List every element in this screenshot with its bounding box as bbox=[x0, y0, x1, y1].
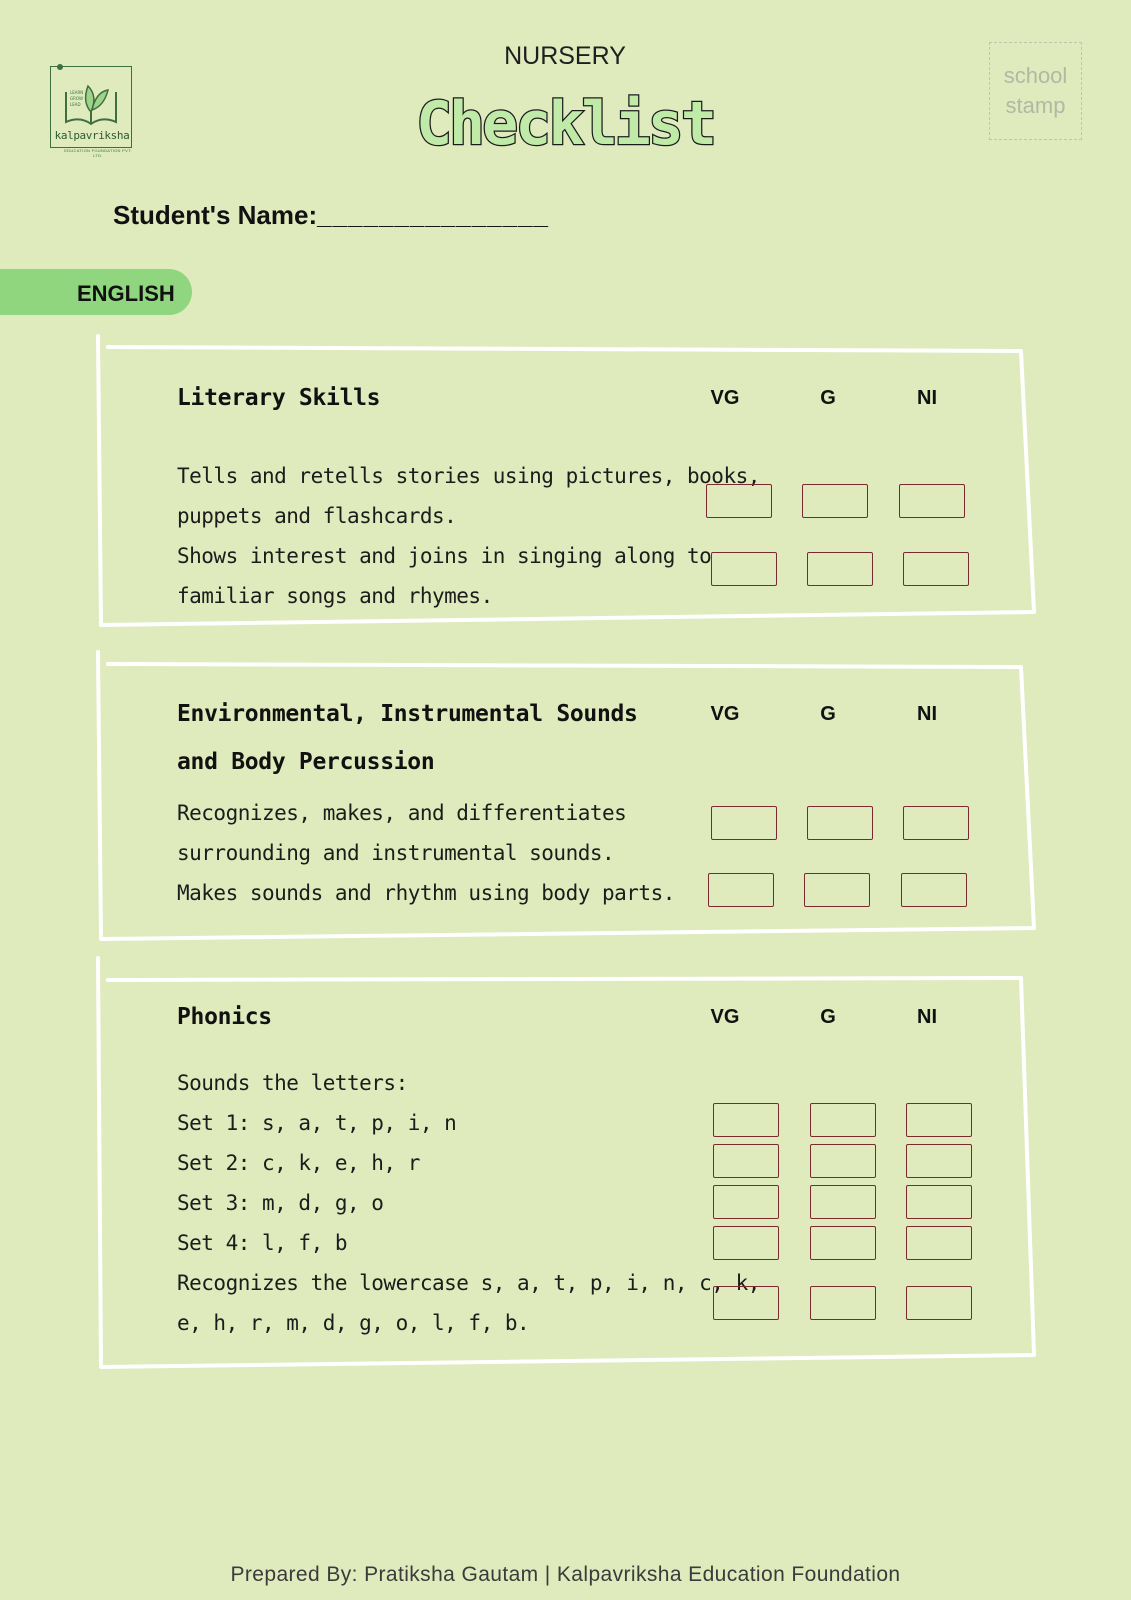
section-2-item: Makes sounds and rhythm using body parts. bbox=[177, 881, 675, 905]
section-3-item: Sounds the letters: bbox=[177, 1071, 408, 1095]
s3-set4-vg-checkbox[interactable] bbox=[713, 1226, 779, 1260]
s1-r1-vg-checkbox[interactable] bbox=[706, 484, 772, 518]
book-leaf-icon bbox=[62, 72, 120, 128]
s1-r2-vg-checkbox[interactable] bbox=[711, 552, 777, 586]
section-2-col-ni: NI bbox=[917, 703, 937, 725]
section-1-item: puppets and flashcards. bbox=[177, 504, 457, 528]
s3-set2-vg-checkbox[interactable] bbox=[713, 1144, 779, 1178]
svg-text:GROW: GROW bbox=[70, 96, 83, 101]
s3-set2-g-checkbox[interactable] bbox=[810, 1144, 876, 1178]
s2-r1-ni-checkbox[interactable] bbox=[903, 806, 969, 840]
s3-set2-ni-checkbox[interactable] bbox=[906, 1144, 972, 1178]
s3-lowercase-g-checkbox[interactable] bbox=[810, 1286, 876, 1320]
student-name-blank[interactable]: _______________ bbox=[317, 200, 550, 230]
logo bbox=[50, 64, 134, 158]
s3-lowercase-vg-checkbox[interactable] bbox=[713, 1286, 779, 1320]
section-3-item: e, h, r, m, d, g, o, l, f, b. bbox=[177, 1311, 530, 1335]
section-3-item: Set 1: s, a, t, p, i, n bbox=[177, 1111, 457, 1135]
section-3-item: Set 3: m, d, g, o bbox=[177, 1191, 384, 1215]
s3-set4-ni-checkbox[interactable] bbox=[906, 1226, 972, 1260]
s3-set3-ni-checkbox[interactable] bbox=[906, 1185, 972, 1219]
svg-text:Checklist: Checklist bbox=[415, 89, 715, 159]
s1-r2-ni-checkbox[interactable] bbox=[903, 552, 969, 586]
stamp-line-1: school bbox=[1003, 63, 1068, 88]
subject-pill bbox=[0, 269, 192, 315]
s3-set1-ni-checkbox[interactable] bbox=[906, 1103, 972, 1137]
s1-r2-g-checkbox[interactable] bbox=[807, 552, 873, 586]
s3-set1-vg-checkbox[interactable] bbox=[713, 1103, 779, 1137]
s3-set1-g-checkbox[interactable] bbox=[810, 1103, 876, 1137]
section-2-item: Recognizes, makes, and differentiates bbox=[177, 801, 627, 825]
logo-subtitle: EDUCATION FOUNDATION PVT. LTD. bbox=[64, 148, 132, 158]
section-1-item: Shows interest and joins in singing along to bbox=[177, 544, 712, 568]
s1-r1-ni-checkbox[interactable] bbox=[899, 484, 965, 518]
grade-label: NURSERY bbox=[504, 42, 626, 70]
s3-set4-g-checkbox[interactable] bbox=[810, 1226, 876, 1260]
s2-r2-g-checkbox[interactable] bbox=[804, 873, 870, 907]
s2-r1-vg-checkbox[interactable] bbox=[711, 806, 777, 840]
section-3-item: Set 4: l, f, b bbox=[177, 1231, 348, 1255]
stamp-line-2: stamp bbox=[1005, 93, 1066, 118]
s3-set3-g-checkbox[interactable] bbox=[810, 1185, 876, 1219]
footer-credit: Prepared By: Pratiksha Gautam | Kalpavriksha Education Foundation bbox=[230, 1563, 901, 1586]
s3-lowercase-ni-checkbox[interactable] bbox=[906, 1286, 972, 1320]
s2-r1-g-checkbox[interactable] bbox=[807, 806, 873, 840]
section-2-item: surrounding and instrumental sounds. bbox=[177, 841, 615, 865]
svg-text:LEAD: LEAD bbox=[70, 102, 81, 107]
section-3-title: Phonics bbox=[177, 1004, 272, 1030]
section-1-title: Literary Skills bbox=[177, 385, 381, 411]
s3-set3-vg-checkbox[interactable] bbox=[713, 1185, 779, 1219]
section-3-item: Set 2: c, k, e, h, r bbox=[177, 1151, 420, 1175]
section-3-item: Recognizes the lowercase s, a, t, p, i, n, c, k, bbox=[177, 1271, 760, 1295]
section-2-col-g: G bbox=[820, 703, 836, 725]
section-1-item: familiar songs and rhymes. bbox=[177, 584, 493, 608]
s2-r2-vg-checkbox[interactable] bbox=[708, 873, 774, 907]
s2-r2-ni-checkbox[interactable] bbox=[901, 873, 967, 907]
section-2-title-line-2: and Body Percussion bbox=[177, 749, 435, 775]
section-1-col-vg: VG bbox=[710, 387, 740, 409]
s1-r1-g-checkbox[interactable] bbox=[802, 484, 868, 518]
checklist-title bbox=[380, 82, 750, 162]
school-stamp-box bbox=[989, 42, 1082, 140]
subject-label: ENGLISH bbox=[77, 281, 175, 306]
section-1-item: Tells and retells stories using pictures, books, bbox=[177, 464, 760, 488]
section-3-col-ni: NI bbox=[917, 1006, 937, 1028]
section-3-col-g: G bbox=[820, 1006, 836, 1028]
svg-text:LEARN: LEARN bbox=[70, 90, 84, 95]
section-2-title-line-1: Environmental, Instrumental Sounds bbox=[177, 701, 638, 727]
section-1-col-g: G bbox=[820, 387, 836, 409]
student-name-label: Student's Name: bbox=[113, 200, 318, 230]
section-2-col-vg: VG bbox=[710, 703, 740, 725]
logo-dot bbox=[57, 64, 63, 70]
section-1-col-ni: NI bbox=[917, 387, 937, 409]
section-3-col-vg: VG bbox=[710, 1006, 740, 1028]
logo-name: kalpavriksha bbox=[54, 129, 130, 142]
student-name-field[interactable] bbox=[113, 200, 549, 231]
